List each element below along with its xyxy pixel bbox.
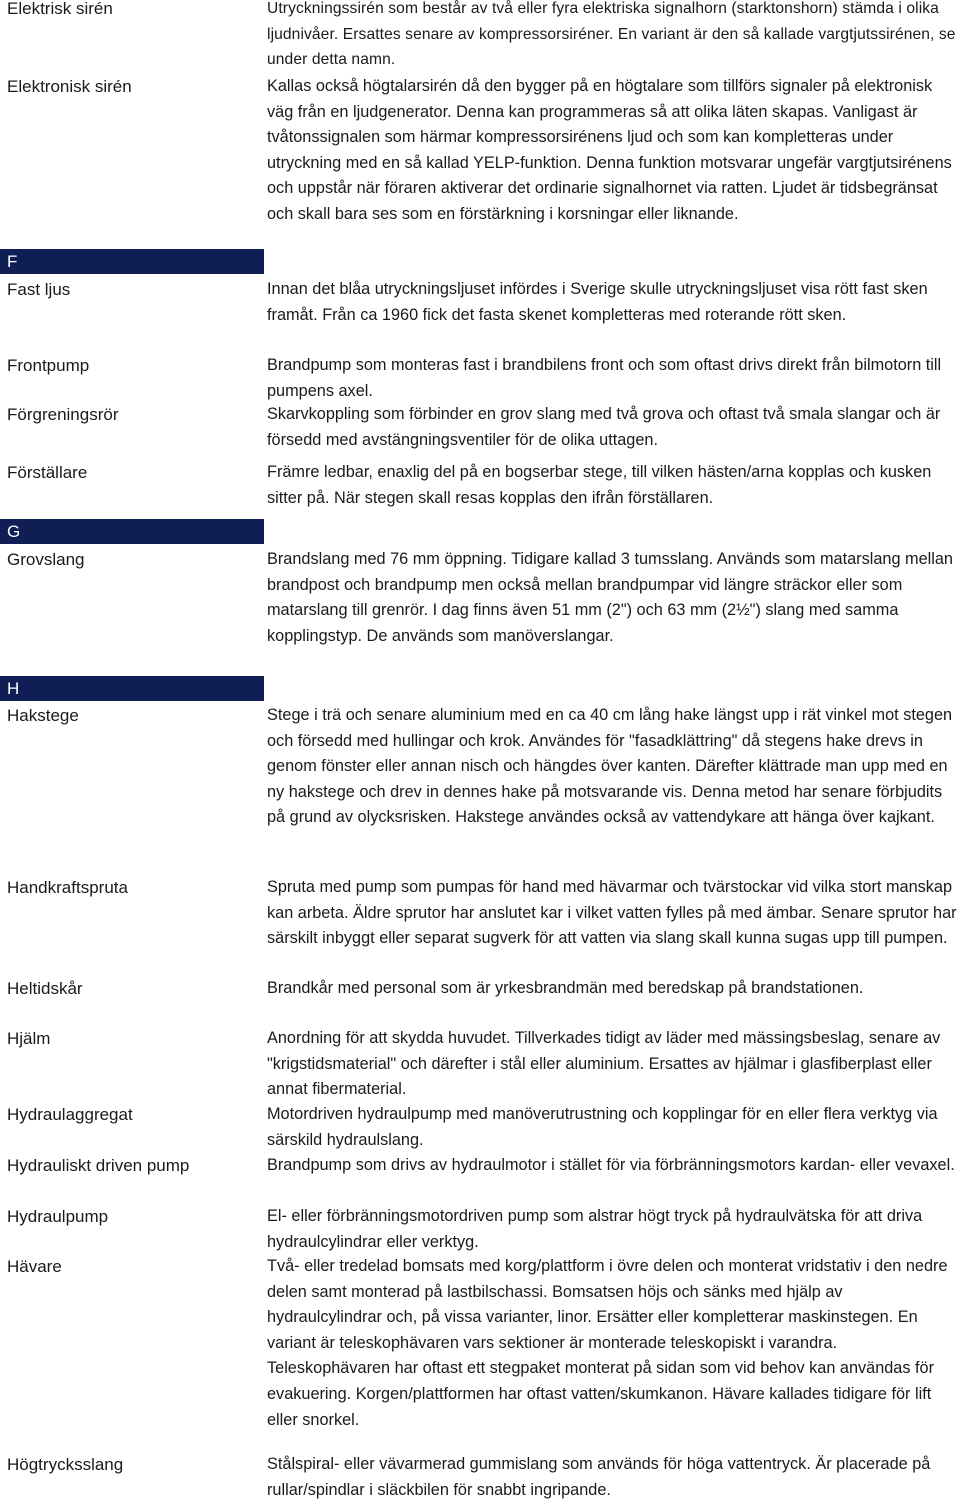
term-fast-ljus: Fast ljus xyxy=(7,280,71,299)
definition-heltidskar: Brandkår med personal som är yrkesbrandmän med beredskap på brandstationen. xyxy=(267,979,864,997)
definition-handkraftspruta: Spruta med pump som pumpas för hand med hävarmar och tvärstockar vid vilka stort manskap kan arbeta. Äldre sprutor har anslutet kar i vilket vatten fylles på med ämbar. Senare sprutor har särskilt inbyggt eller separat sugverk för att vatten via slang skall kunna sugas upp till pumpen. xyxy=(267,878,957,948)
section-header-g: G xyxy=(0,519,264,544)
definition-grovslang: Brandslang med 76 mm öppning. Tidigare kallad 3 tumsslang. Används som matarslang mellan brandpost och brandpump men också mellan brandpumpar vid längre sträckor eller som matarslang till grenrör. I dag finns även 51 mm (2") och 63 mm (2½") slang med samma kopplingstyp. De används som manöverslangar. xyxy=(267,550,953,645)
term-forstallare: Förställare xyxy=(7,463,88,482)
term-grovslang: Grovslang xyxy=(7,550,85,569)
term-hydraulpump: Hydraulpump xyxy=(7,1207,109,1226)
definition-forstallare: Främre ledbar, enaxlig del på en bogserbar stege, till vilken hästen/arna kopplas och kusken sitter på. När stegen skall resas kopplas den ifrån förställaren. xyxy=(267,463,932,507)
definition-elektrisk-siren: Utryckningssirén som består av två eller fyra elektriska signalhorn (starktonshorn) stämda i olika ljudnivåer. Ersattes senare av kompressorsiréner. En variant är den så kallade vargtjutssirénen, se under detta namn. xyxy=(267,0,956,69)
definition-hakstege: Stege i trä och senare aluminium med en ca 40 cm lång hake längst upp i rät vinkel mot stegen och försedd med hullingar och krok. Användes för "fasadklättring" då stegens hake drevs in genom fönster eller annan nisch och hängdes över kanten. Därefter klättrade man upp med en ny hakstege och drev in dennes hake på motsvarande vis. Denna metod har senare förbjudits på grund av olycksrisken. Hakstege användes också av vattendykare att hänga över kajkant. xyxy=(267,706,953,827)
term-heltidskar: Heltidskår xyxy=(7,979,83,998)
term-hydraulaggregat: Hydraulaggregat xyxy=(7,1105,133,1124)
term-hogtrycksslang: Högtrycksslang xyxy=(7,1455,124,1474)
term-hjalm: Hjälm xyxy=(7,1029,51,1048)
term-forgreningsror: Förgreningsrör xyxy=(7,405,119,424)
definition-hydrauliskt-driven-pump: Brandpump som drivs av hydraulmotor i stället för via förbränningsmotors kardan- eller vevaxel. xyxy=(267,1156,955,1174)
term-frontpump: Frontpump xyxy=(7,356,90,375)
section-header-f: F xyxy=(0,249,264,274)
term-havare: Hävare xyxy=(7,1257,62,1276)
definition-hogtrycksslang: Stålspiral- eller vävarmerad gummislang som används för höga vattentryck. Är placerade på rullar/spindlar i släckbilen för snabbt ingripande. xyxy=(267,1455,931,1499)
definition-hjalm: Anordning för att skydda huvudet. Tillverkades tidigt av läder med mässingsbeslag, senare av "krigstidsmaterial" och därefter i stål eller aluminium. Ersattes av hjälmar i glasfiberplast eller annat fibermaterial. xyxy=(267,1029,941,1099)
section-header-h: H xyxy=(0,676,264,701)
term-elektronisk-siren: Elektronisk sirén xyxy=(7,77,132,96)
term-hakstege: Hakstege xyxy=(7,706,79,725)
definition-hydraulpump: El- eller förbränningsmotordriven pump som alstrar högt tryck på hydraulvätska för att driva hydraulcylindrar eller verktyg. xyxy=(267,1207,923,1251)
definition-fast-ljus: Innan det blåa utryckningsljuset infördes i Sverige skulle utryckningsljuset visa rött fast sken framåt. Från ca 1960 fick det fasta skenet kompletteras med roterande rött sken. xyxy=(267,280,928,324)
definition-havare: Två- eller tredelad bomsats med korg/plattform i övre delen och monterat vridstativ i den nedre delen samt monterad på lastbilschassi. Bomsatsen höjs och sänks med hjälp av hydraulcylindrar och, på vissa varianter, linor. Ersätter eller kompletterar maskinstegen. En variant är teleskophävaren vars sektioner är monterade teleskopiskt i varandra. Teleskophävaren har oftast ett stegpaket monterat på sidan som vid behov kan användas för evakuering. Korgen/plattformen har oftast vatten/skumkanon. Hävare kallades tidigare för lift eller snorkel. xyxy=(267,1257,948,1429)
term-handkraftspruta: Handkraftspruta xyxy=(7,878,128,897)
definition-elektronisk-siren: Kallas också högtalarsirén då den bygger på en högtalare som tillförs signaler på elektronisk väg från en ljudgenerator. Denna kan programmeras så att olika läten skapas. Vanligast är tvåtonssignalen som härmar kompressorsirénens ljud och som kan kompletteras under utryckning med en så kallad YELP-funktion. Denna funktion motsvarar ungefär vargtjutsirénens och uppstår när föraren aktiverar det ordinarie signalhornet via ratten. Ljudet är tidsbegränsat och skall bara ses som en förstärkning i korsningar eller liknande. xyxy=(267,77,952,223)
term-hydrauliskt-driven-pump: Hydrauliskt driven pump xyxy=(7,1156,190,1175)
term-elektrisk-siren: Elektrisk sirén xyxy=(7,0,113,18)
definition-forgreningsror: Skarvkoppling som förbinder en grov slang med två grova och oftast två smala slangar och är försedd med avstängningsventiler för de olika uttagen. xyxy=(267,405,941,449)
definition-hydraulaggregat: Motordriven hydraulpump med manöverutrustning och kopplingar för en eller flera verktyg via särskild hydraulslang. xyxy=(267,1105,938,1149)
definition-frontpump: Brandpump som monteras fast i brandbilens front och som oftast drivs direkt från bilmotorn till pumpens axel. xyxy=(267,356,942,400)
